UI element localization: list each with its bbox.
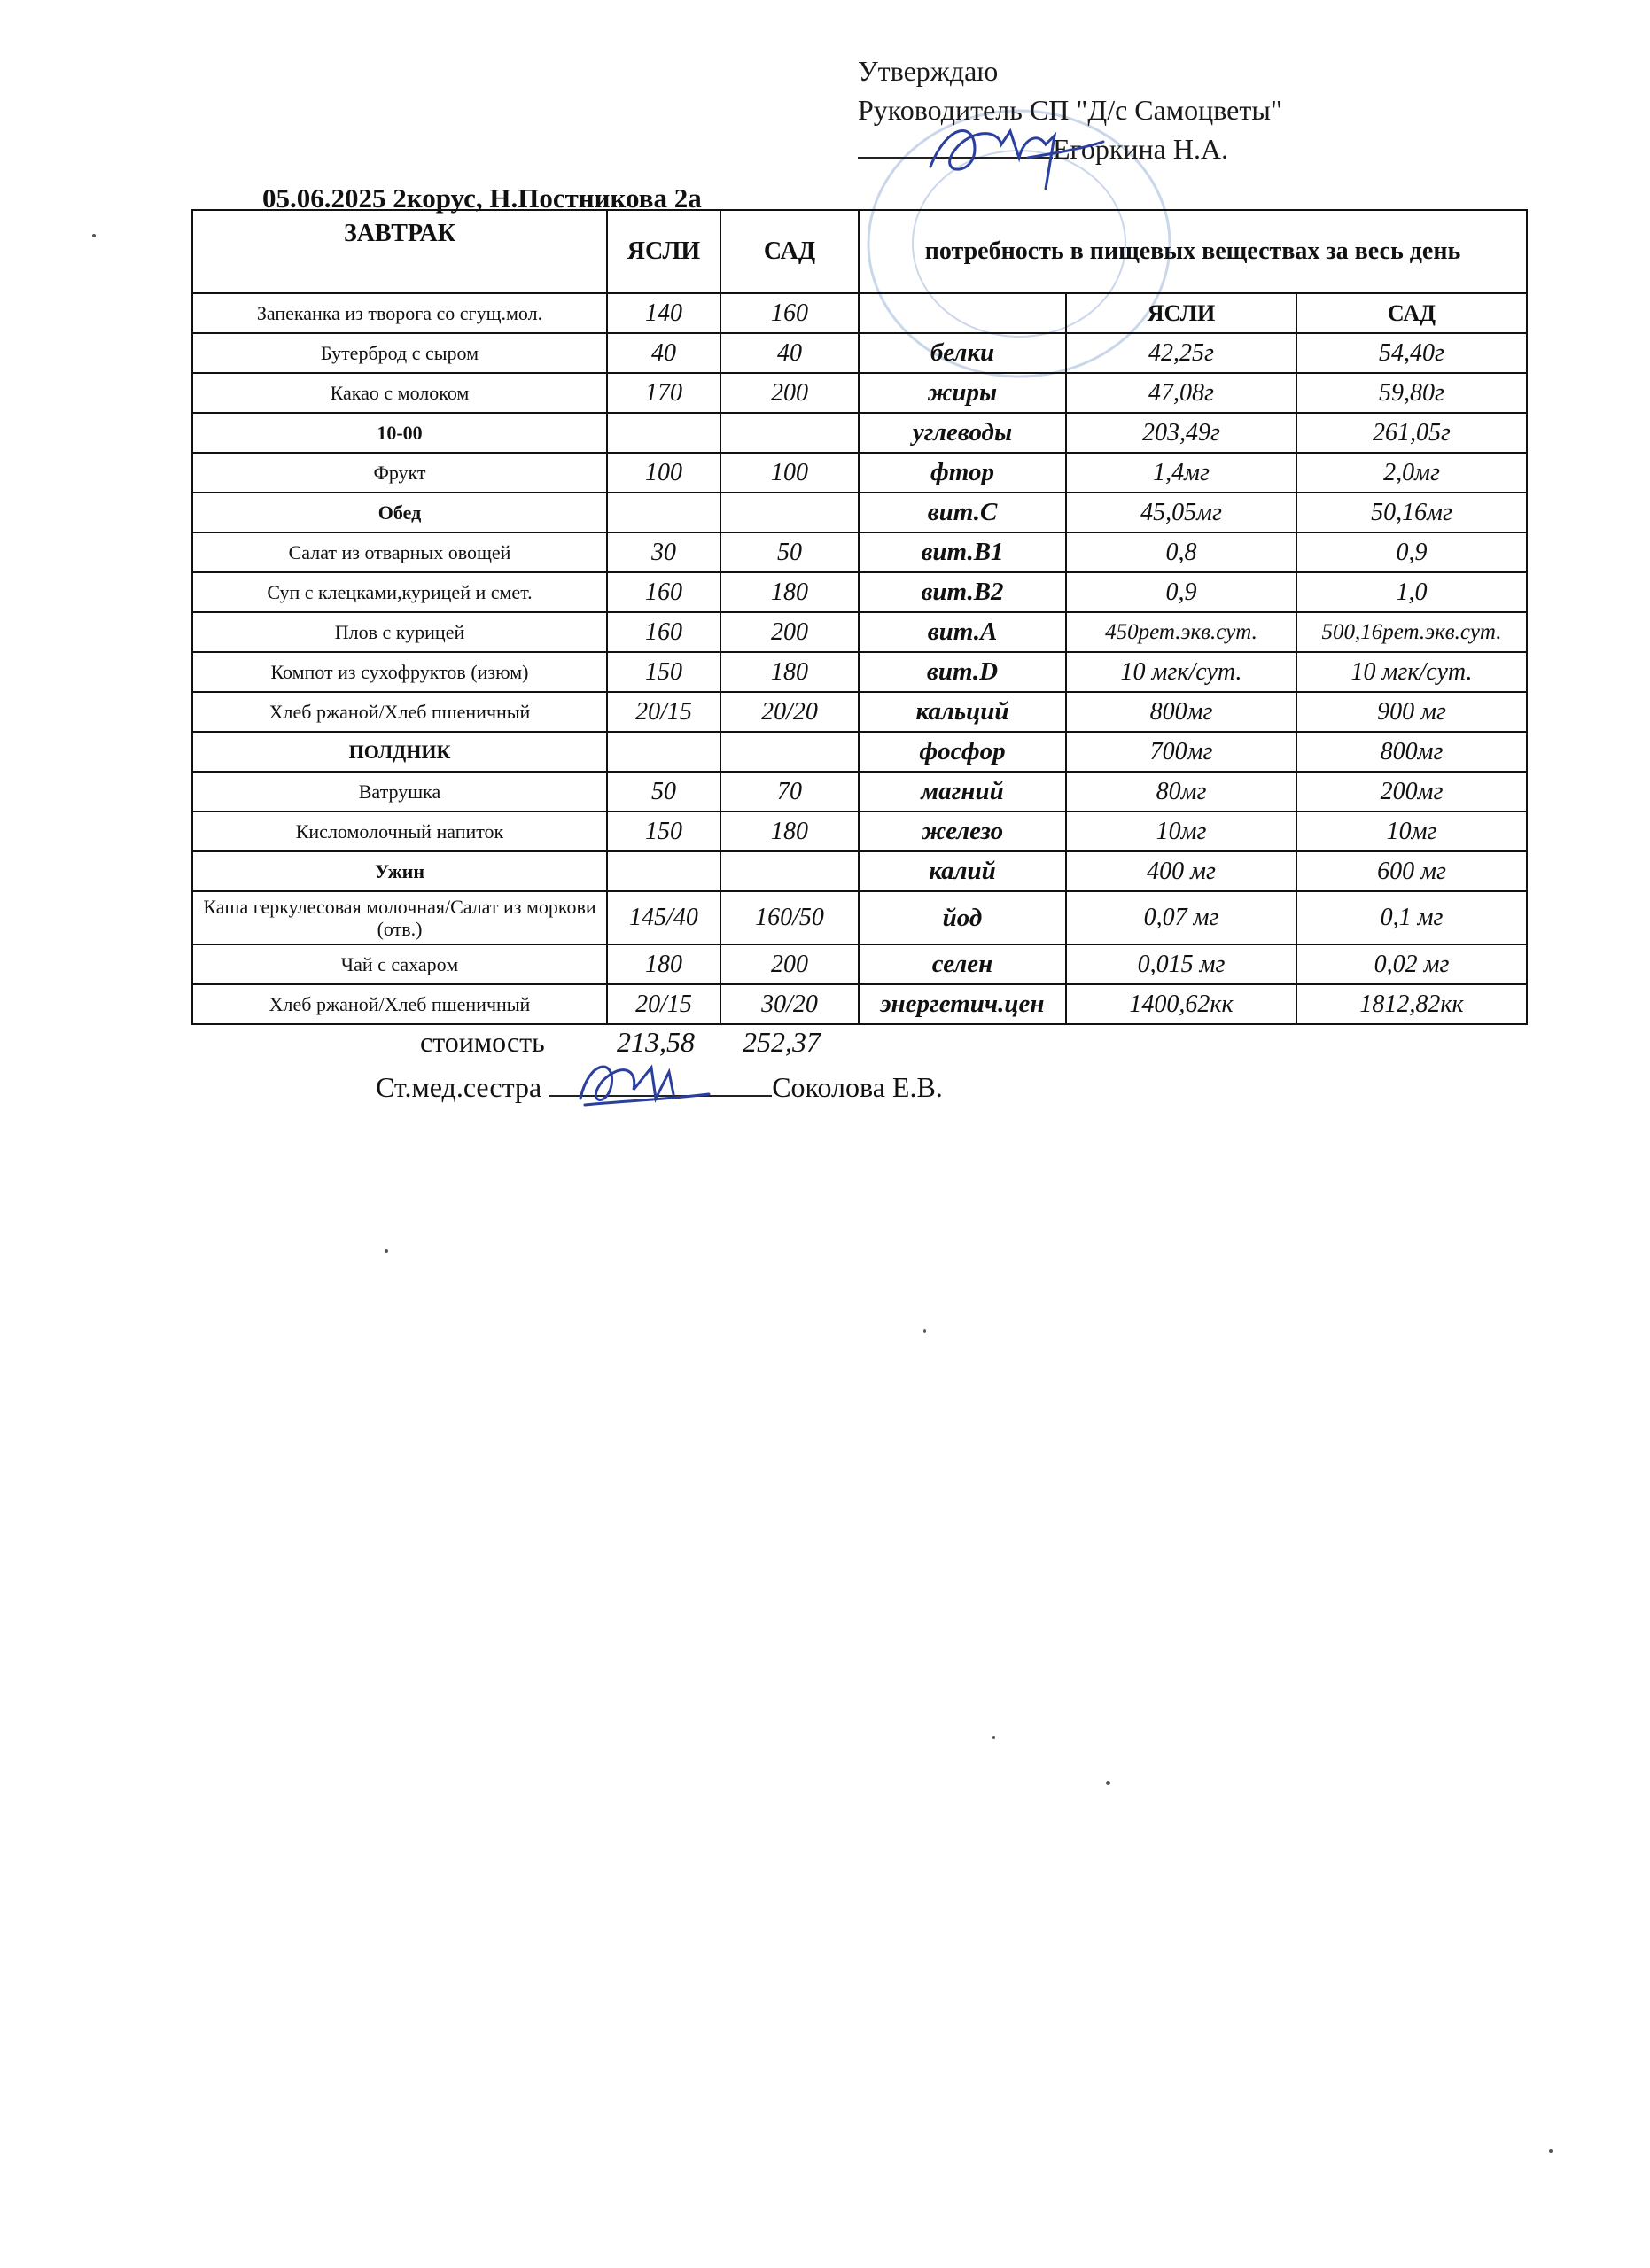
- nutrient-sad-cell: 1812,82кк: [1296, 984, 1527, 1024]
- nutrient-sad-cell: 0,1 мг: [1296, 891, 1527, 944]
- dish-cell: Кисломолочный напиток: [192, 812, 607, 851]
- nutrient-sad-cell: 50,16мг: [1296, 493, 1527, 532]
- dish-cell: Компот из сухофруктов (изюм): [192, 652, 607, 692]
- yasli-qty-cell: 40: [607, 333, 720, 373]
- cost-row: [420, 1026, 821, 1059]
- cost-yasli: 213,58: [617, 1026, 695, 1058]
- yasli-qty-cell: 140: [607, 293, 720, 333]
- table-row: [192, 572, 1527, 612]
- sad-qty-cell: [720, 493, 859, 532]
- nutrient-sad-cell: 800мг: [1296, 732, 1527, 772]
- sad-qty-cell: 200: [720, 944, 859, 984]
- nutrient-cell: вит.В1: [859, 532, 1066, 572]
- dish-cell: Запеканка из творога со сгущ.мол.: [192, 293, 607, 333]
- table-row: [192, 812, 1527, 851]
- sad-qty-cell: 180: [720, 572, 859, 612]
- nutrient-sad-cell: 600 мг: [1296, 851, 1527, 891]
- sad-qty-cell: 180: [720, 652, 859, 692]
- table-row: [192, 851, 1527, 891]
- yasli-qty-cell: 150: [607, 652, 720, 692]
- nutrient-yasli-cell: 80мг: [1066, 772, 1296, 812]
- scan-speck: [385, 1249, 388, 1253]
- yasli-qty-cell: [607, 732, 720, 772]
- scan-speck: [92, 234, 96, 237]
- yasli-qty-cell: 20/15: [607, 692, 720, 732]
- nutrient-yasli-cell: 700мг: [1066, 732, 1296, 772]
- sad-qty-cell: 20/20: [720, 692, 859, 732]
- table-row: [192, 453, 1527, 493]
- sad-qty-cell: [720, 732, 859, 772]
- dish-cell: Салат из отварных овощей: [192, 532, 607, 572]
- nurse-name: Соколова Е.В.: [772, 1071, 943, 1103]
- sad-qty-cell: 160/50: [720, 891, 859, 944]
- yasli-qty-cell: 150: [607, 812, 720, 851]
- nutrient-cell: энергетич.цен: [859, 984, 1066, 1024]
- nutrient-cell: йод: [859, 891, 1066, 944]
- table-row: [192, 772, 1527, 812]
- nutrient-sad-cell: 900 мг: [1296, 692, 1527, 732]
- table-row: [192, 732, 1527, 772]
- nurse-underline: [549, 1068, 772, 1097]
- nutrient-cell: фосфор: [859, 732, 1066, 772]
- nutrient-cell: [859, 293, 1066, 333]
- dish-cell: Обед: [192, 493, 607, 532]
- yasli-qty-cell: 160: [607, 612, 720, 652]
- sad-qty-cell: [720, 851, 859, 891]
- dish-cell: Ужин: [192, 851, 607, 891]
- nutrient-yasli-cell: 47,08г: [1066, 373, 1296, 413]
- table-row: [192, 333, 1527, 373]
- dish-cell: Хлеб ржаной/Хлеб пшеничный: [192, 692, 607, 732]
- nutrient-cell: селен: [859, 944, 1066, 984]
- nutrient-cell: вит.А: [859, 612, 1066, 652]
- nutrient-yasli-cell: 42,25г: [1066, 333, 1296, 373]
- nurse-signature-line: [376, 1068, 943, 1104]
- approval-block: [858, 51, 1282, 168]
- nutrient-yasli-cell: 450рет.экв.сут.: [1066, 612, 1296, 652]
- cost-sad: 252,37: [743, 1026, 821, 1058]
- nutrient-cell: калий: [859, 851, 1066, 891]
- nutrient-sad-cell: 10мг: [1296, 812, 1527, 851]
- table-row: [192, 373, 1527, 413]
- yasli-qty-cell: 20/15: [607, 984, 720, 1024]
- cost-label: стоимость: [420, 1026, 545, 1058]
- page-title: 05.06.2025 2корус, Н.Постникова 2а: [262, 183, 702, 214]
- table-row: [192, 891, 1527, 944]
- nutrient-cell: фтор: [859, 453, 1066, 493]
- table-row: [192, 944, 1527, 984]
- dish-cell: Фрукт: [192, 453, 607, 493]
- header-need: потребность в пищевых веществах за весь день: [859, 210, 1527, 293]
- nutrient-cell: вит.D: [859, 652, 1066, 692]
- dish-cell: 10-00: [192, 413, 607, 453]
- dish-cell: Хлеб ржаной/Хлеб пшеничный: [192, 984, 607, 1024]
- table-row: [192, 532, 1527, 572]
- menu-table: [191, 209, 1528, 1025]
- nutrient-yasli-cell: 400 мг: [1066, 851, 1296, 891]
- dish-cell: Каша геркулесовая молочная/Салат из моркови (отв.): [192, 891, 607, 944]
- nutrient-sad-cell: 261,05г: [1296, 413, 1527, 453]
- nutrient-sad-cell: 59,80г: [1296, 373, 1527, 413]
- nutrient-sad-cell: 0,9: [1296, 532, 1527, 572]
- dish-cell: Суп с клецками,курицей и смет.: [192, 572, 607, 612]
- table-row: [192, 692, 1527, 732]
- scan-speck: [1106, 1781, 1110, 1785]
- sad-qty-cell: 40: [720, 333, 859, 373]
- sad-qty-cell: [720, 413, 859, 453]
- yasli-qty-cell: 100: [607, 453, 720, 493]
- sad-qty-cell: 70: [720, 772, 859, 812]
- yasli-qty-cell: 50: [607, 772, 720, 812]
- nutrient-yasli-cell: 800мг: [1066, 692, 1296, 732]
- sad-qty-cell: 160: [720, 293, 859, 333]
- table-row: [192, 652, 1527, 692]
- header-meal: ЗАВТРАК: [192, 210, 607, 293]
- sad-qty-cell: 100: [720, 453, 859, 493]
- approval-signature-line: [858, 129, 1282, 168]
- dish-cell: Плов с курицей: [192, 612, 607, 652]
- yasli-qty-cell: 180: [607, 944, 720, 984]
- nutrient-yasli-cell: 1400,62кк: [1066, 984, 1296, 1024]
- nutrient-yasli-cell: 1,4мг: [1066, 453, 1296, 493]
- dish-cell: Какао с молоком: [192, 373, 607, 413]
- nutrient-yasli-cell: 10мг: [1066, 812, 1296, 851]
- sad-qty-cell: 200: [720, 373, 859, 413]
- signature-underline: [858, 130, 1053, 159]
- approval-line2: Руководитель СП "Д/с Самоцветы": [858, 94, 1282, 126]
- sad-qty-cell: 50: [720, 532, 859, 572]
- nutrient-sad-cell: 0,02 мг: [1296, 944, 1527, 984]
- yasli-qty-cell: [607, 493, 720, 532]
- nutrient-cell: белки: [859, 333, 1066, 373]
- sad-qty-cell: 30/20: [720, 984, 859, 1024]
- nutrient-sad-cell: 200мг: [1296, 772, 1527, 812]
- nutrient-yasli-cell: 0,8: [1066, 532, 1296, 572]
- approval-name: Егоркина Н.А.: [1053, 133, 1229, 165]
- scan-speck: [1549, 2149, 1553, 2153]
- nutrient-cell: углеводы: [859, 413, 1066, 453]
- yasli-qty-cell: 160: [607, 572, 720, 612]
- yasli-qty-cell: 170: [607, 373, 720, 413]
- nutrient-cell: вит.В2: [859, 572, 1066, 612]
- subheader-yasli: ЯСЛИ: [1066, 293, 1296, 333]
- sad-qty-cell: 180: [720, 812, 859, 851]
- nutrient-cell: жиры: [859, 373, 1066, 413]
- nutrient-yasli-cell: 10 мгк/сут.: [1066, 652, 1296, 692]
- sad-qty-cell: 200: [720, 612, 859, 652]
- nutrient-cell: вит.С: [859, 493, 1066, 532]
- table-row: [192, 612, 1527, 652]
- yasli-qty-cell: [607, 413, 720, 453]
- dish-cell: ПОЛДНИК: [192, 732, 607, 772]
- yasli-qty-cell: 30: [607, 532, 720, 572]
- table-row: [192, 413, 1527, 453]
- nutrient-yasli-cell: 0,9: [1066, 572, 1296, 612]
- nutrient-sad-cell: 2,0мг: [1296, 453, 1527, 493]
- table-row: [192, 984, 1527, 1024]
- nutrient-cell: магний: [859, 772, 1066, 812]
- nutrient-sad-cell: 10 мгк/сут.: [1296, 652, 1527, 692]
- table-row: [192, 493, 1527, 532]
- header-sad: САД: [720, 210, 859, 293]
- nutrient-cell: кальций: [859, 692, 1066, 732]
- table-row: [192, 293, 1527, 333]
- dish-cell: Бутерброд с сыром: [192, 333, 607, 373]
- subheader-sad: САД: [1296, 293, 1527, 333]
- nutrient-sad-cell: 54,40г: [1296, 333, 1527, 373]
- scan-speck: [923, 1329, 926, 1333]
- nurse-label: Ст.мед.сестра: [376, 1071, 542, 1103]
- nutrient-yasli-cell: 0,015 мг: [1066, 944, 1296, 984]
- dish-cell: Ватрушка: [192, 772, 607, 812]
- nutrient-sad-cell: 1,0: [1296, 572, 1527, 612]
- yasli-qty-cell: 145/40: [607, 891, 720, 944]
- dish-cell: Чай с сахаром: [192, 944, 607, 984]
- nutrient-yasli-cell: 0,07 мг: [1066, 891, 1296, 944]
- scan-speck: [992, 1736, 995, 1739]
- table-header-row: [192, 210, 1527, 293]
- nutrient-yasli-cell: 203,49г: [1066, 413, 1296, 453]
- nutrient-cell: железо: [859, 812, 1066, 851]
- header-yasli: ЯСЛИ: [607, 210, 720, 293]
- approval-line1: Утверждаю: [858, 55, 999, 87]
- yasli-qty-cell: [607, 851, 720, 891]
- nutrient-sad-cell: 500,16рет.экв.сут.: [1296, 612, 1527, 652]
- nutrient-yasli-cell: 45,05мг: [1066, 493, 1296, 532]
